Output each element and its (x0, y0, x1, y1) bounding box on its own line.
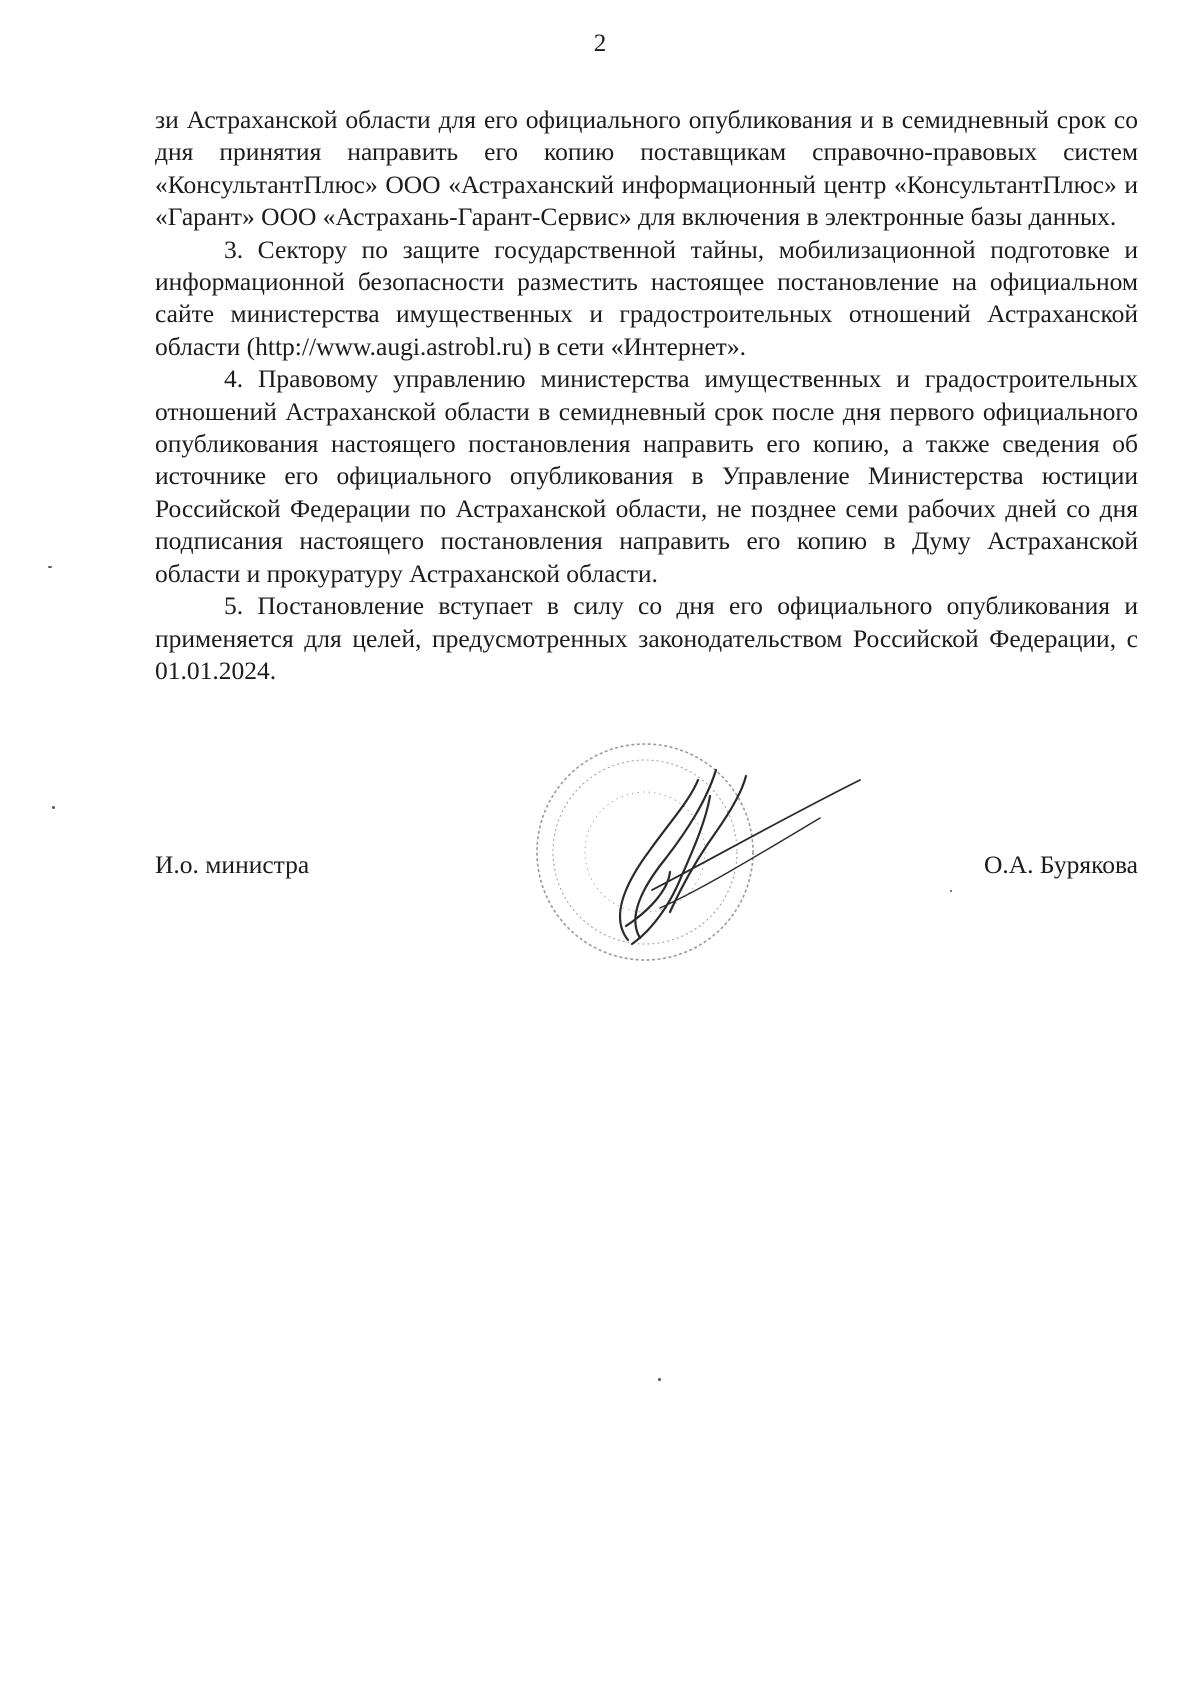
page-number: 2 (593, 30, 607, 57)
scan-speck (950, 890, 952, 892)
scan-speck (52, 806, 55, 809)
paragraph-item-3: 3. Сектору по защите государственной тайны, мобилизационной подготовке и информационной безопасности разместить настоящее постановление на официальном сайте министерства имущественных и градостроительных отношений Астраханской области (http://www.augi.astrobl.ru) в сети «Интернет». (155, 234, 1138, 361)
paragraph-item-5: 5. Постановление вступает в силу со дня его официального опубликования и применяется для целей, предусмотренных законодательством Российской Федерации, с 01.01.2024. (155, 591, 1138, 685)
signatory-title: И.о. министра (155, 850, 310, 879)
signature-row (155, 850, 1138, 890)
paragraph-item-4: 4. Правовому управлению министерства имущественных и градостроительных отношений Астраханской области в семидневный срок после дня первого официального опубликования настоящего постановления направить его копию, а также сведения об источнике его официального опубликования в Управление Министерства юстиции Российской Федерации по Астраханской области, не позднее семи рабочих дней со дня подписания настоящего постановления направить его копию в Думу Астраханской области и прокуратуру Астраханской области. (155, 364, 1138, 588)
paragraph-continuation: зи Астраханской области для его официального опубликования и в семидневный срок со дня принятия направить его копию поставщикам справочно-правовых систем «КонсультантПлюс» ООО «Астраханский информационный центр «КонсультантПлюс» и «Гарант» ООО «Астрахань-Гарант-Сервис» для включения в электронные базы данных. (155, 105, 1138, 232)
scan-speck (48, 566, 52, 568)
document-body (155, 104, 1138, 687)
scan-speck (658, 1378, 661, 1381)
signatory-name: О.А. Бурякова (983, 850, 1138, 879)
